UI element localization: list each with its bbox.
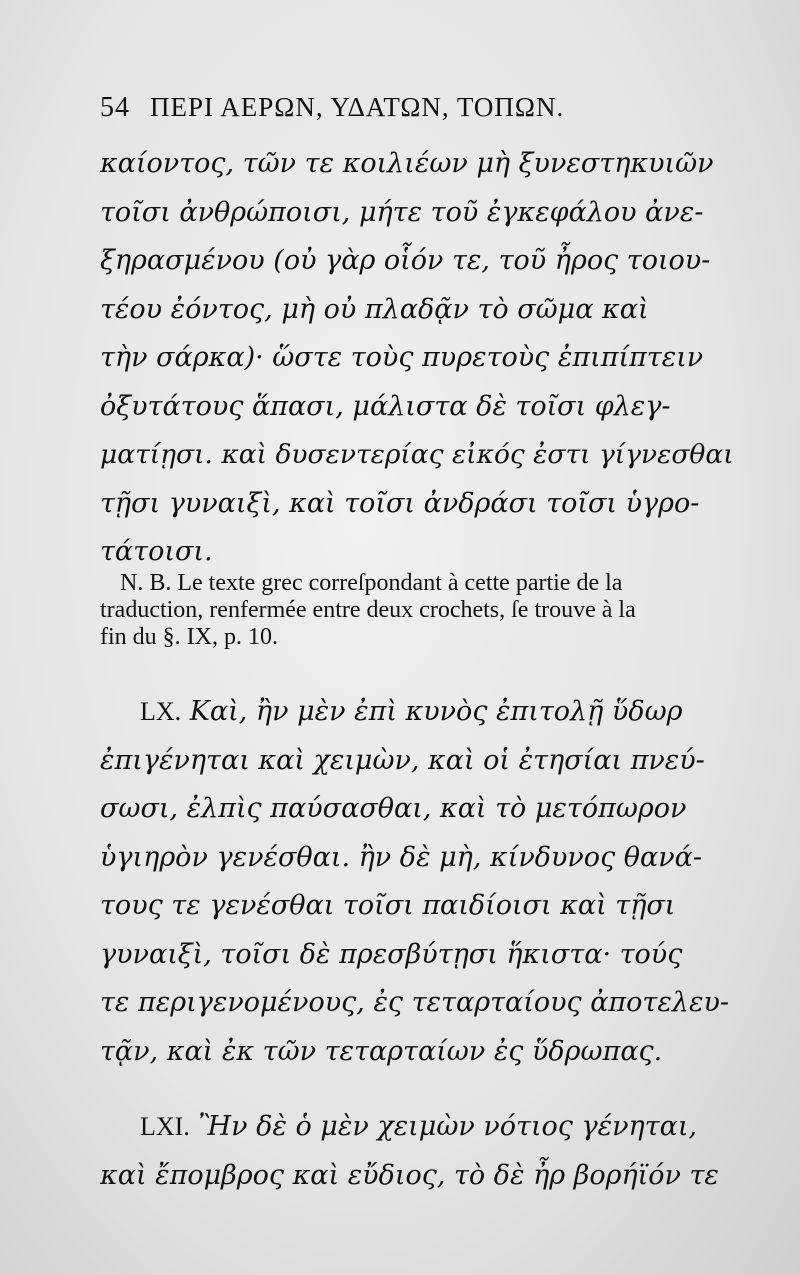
text-line: τᾷν, καὶ ἐκ τῶν τεταρταίων ἐς ὕδρωπας. bbox=[100, 1035, 663, 1067]
greek-paragraph-1 bbox=[100, 140, 740, 577]
section-lxi bbox=[100, 1103, 740, 1200]
section-lx bbox=[100, 688, 740, 1076]
text-line: γυναιξὶ, τοῖσι δὲ πρεσβύτῃσι ἥκιστα· τούς bbox=[100, 938, 683, 970]
note-line: fin du §. IX, p. 10. bbox=[100, 624, 278, 650]
text-line: Ἢν δὲ ὁ μὲν χειμὼν νότιος γένηται, bbox=[198, 1111, 698, 1142]
text-line: ὀξυτάτους ἅπασι, μάλιστα δὲ τοῖσι φλεγ- bbox=[100, 390, 671, 422]
text-line: ἐπιγένηται καὶ χειμὼν, καὶ οἱ ἐτησίαι πνεύ- bbox=[100, 744, 705, 776]
running-header bbox=[100, 92, 740, 124]
text-line: τὴν σάρκα)· ὥστε τοὺς πυρετοὺς ἐπιπίπτειν bbox=[100, 342, 704, 373]
text-line: ματίῃσι. καὶ δυσεντερίας εἰκός ἐστι γίγνεσθαι bbox=[100, 439, 734, 470]
text-line: ὑγιηρὸν γενέσθαι. ἢν δὲ μὴ, κίνδυνος θανά- bbox=[100, 841, 703, 873]
section-label-lxi: LXI. bbox=[140, 1112, 190, 1141]
text-line: ξηρασμένου (οὐ γὰρ οἷόν τε, τοῦ ἦρος τοιου- bbox=[100, 245, 711, 276]
text-line: τάτοισι. bbox=[100, 536, 213, 567]
note-line: N. B. Le texte grec correſpondant à cette partie de la bbox=[120, 570, 623, 596]
running-title: ΠΕΡΙ ΑΕΡΩΝ, ΥΔΑΤΩΝ, ΤΟΠΩΝ. bbox=[150, 92, 565, 122]
text-line: τε περιγενομένους, ἐς τεταρταίους ἀποτελευ- bbox=[100, 987, 729, 1018]
text-line: σωσι, ἐλπὶς παύσασθαι, καὶ τὸ μετόπωρον bbox=[100, 793, 687, 824]
section-label-lx: LX. bbox=[140, 697, 182, 726]
text-line: Καὶ, ἢν μὲν ἐπὶ κυνὸς ἐπιτολῇ ὕδωρ bbox=[189, 696, 683, 727]
text-line: τῇσι γυναιξὶ, καὶ τοῖσι ἀνδράσι τοῖσι ὑγρο- bbox=[100, 487, 700, 519]
editor-note bbox=[100, 570, 740, 651]
text-line: τους τε γενέσθαι τοῖσι παιδίοισι καὶ τῇσι bbox=[100, 890, 676, 921]
page-number: 54 bbox=[100, 92, 130, 123]
text-line: τέου ἐόντος, μὴ οὐ πλαδᾷν τὸ σῶμα καὶ bbox=[100, 293, 649, 325]
text-line: τοῖσι ἀνθρώποισι, μήτε τοῦ ἐγκεφάλου ἀνε- bbox=[100, 196, 704, 228]
text-line: καίοντος, τῶν τε κοιλιέων μὴ ξυνεστηκυιῶν bbox=[100, 148, 714, 179]
note-line: traduction, renfermée entre deux crochets, ſe trouve à la bbox=[100, 597, 636, 623]
text-line: καὶ ἔπομβρος καὶ εὔδιος, τὸ δὲ ἦρ βορήϊόν τε bbox=[100, 1159, 719, 1191]
